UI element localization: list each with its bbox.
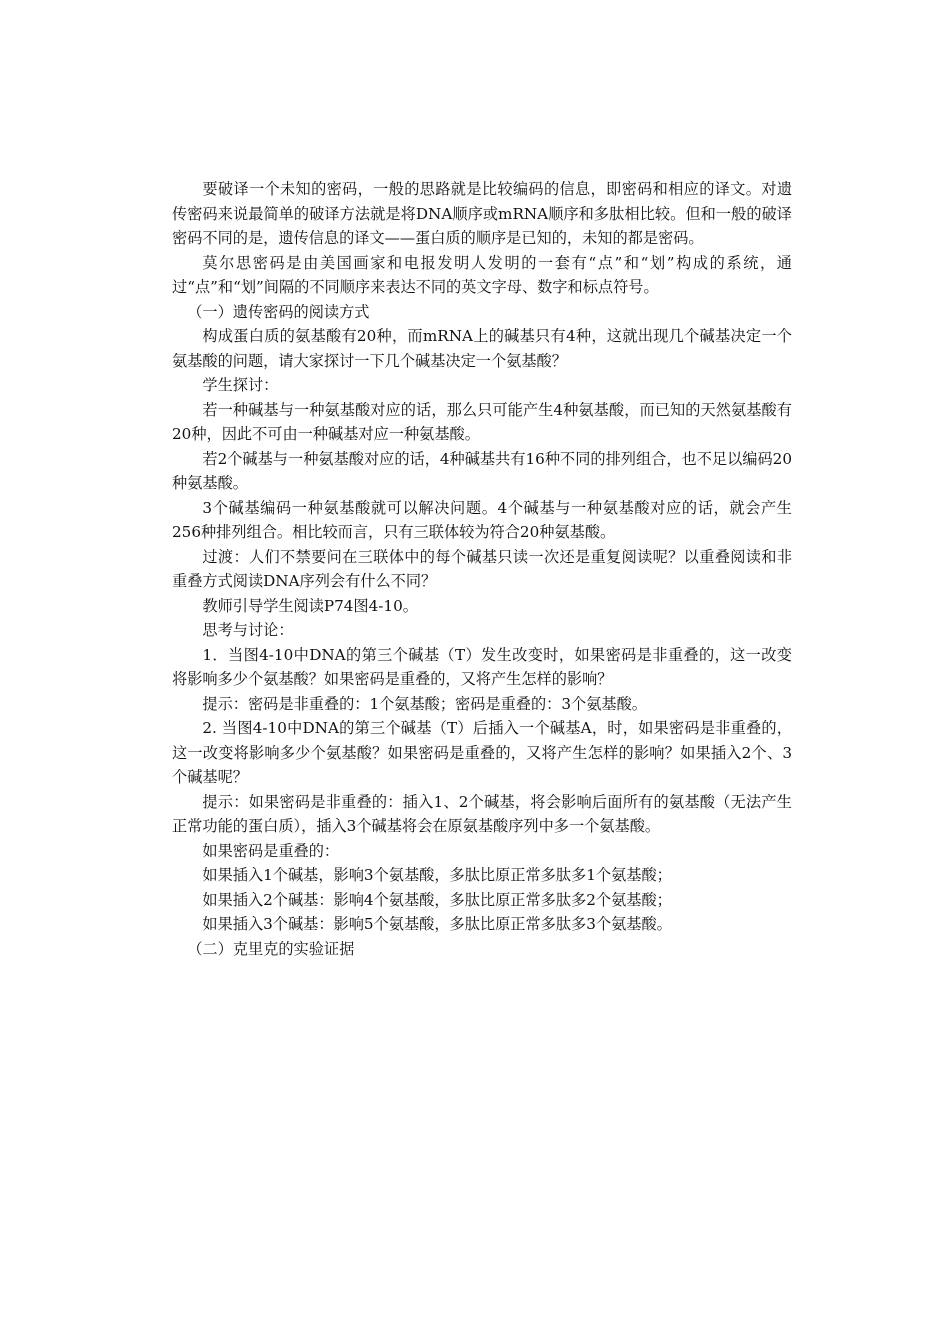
paragraph-overlap-label: 如果密码是重叠的： (202, 841, 340, 860)
paragraph-transition: 过渡：人们不禁要问在三联体中的每个碱基只读一次还是重复阅读呢？以重叠阅读和非重叠方式阅读DNA序列会有什么不同？ (172, 547, 792, 590)
section-heading-reading-mode: （一）遗传密码的阅读方式 (187, 302, 370, 321)
paragraph-three-bases: 3个碱基编码一种氨基酸就可以解决问题。4个碱基与一种氨基酸对应的话，就会产生256种排列组合。相比较而言，只有三联体较为符合20种氨基酸。 (172, 498, 792, 541)
paragraph-amino-acid-question: 构成蛋白质的氨基酸有20种，而mRNA上的碱基只有4种，这就出现几个碱基决定一个氨基酸的问题，请大家探讨一下几个碱基决定一个氨基酸？ (172, 327, 792, 370)
paragraph-question-2: 2. 当图4-10中DNA的第三个碱基（T）后插入一个碱基A，时，如果密码是非重叠的，这一改变将影响多少个氨基酸？如果密码是重叠的，又将产生怎样的影响？如果插入2个、3个碱基呢？ (172, 719, 792, 786)
paragraph-insert-three: 如果插入3个碱基：影响5个氨基酸，多肽比原正常多肽多3个氨基酸。 (202, 915, 672, 933)
document-body (172, 177, 792, 961)
paragraph-one-base: 若一种碱基与一种氨基酸对应的话，那么只可能产生4种氨基酸，而已知的天然氨基酸有20种，因此不可由一种碱基对应一种氨基酸。 (172, 400, 792, 443)
paragraph-teacher-guide: 教师引导学生阅读P74图4-10。 (202, 596, 418, 615)
paragraph-insert-two: 如果插入2个碱基：影响4个氨基酸，多肽比原正常多肽多2个氨基酸； (202, 890, 672, 909)
paragraph-hint-2: 提示：如果密码是非重叠的：插入1、2个碱基，将会影响后面所有的氨基酸（无法产生正常功能的蛋白质），插入3个碱基将会在原氨基酸序列中多一个氨基酸。 (172, 792, 792, 835)
section-heading-crick-evidence: （二）克里克的实验证据 (187, 939, 355, 958)
paragraph-insert-one: 如果插入1个碱基，影响3个氨基酸，多肽比原正常多肽多1个氨基酸； (202, 866, 672, 884)
paragraph-hint-1: 提示：密码是非重叠的：1个氨基酸；密码是重叠的：3个氨基酸。 (202, 694, 647, 713)
paragraph-student-discussion-label: 学生探讨： (202, 376, 279, 394)
paragraph-question-1: 1．当图4-10中DNA的第三个碱基（T）发生改变时，如果密码是非重叠的，这一改变将影响多少个氨基酸？如果密码是重叠的，又将产生怎样的影响？ (172, 645, 792, 688)
paragraph-discussion-label: 思考与讨论： (202, 621, 294, 639)
paragraph-morse-code: 莫尔思密码是由美国画家和电报发明人发明的一套有“点”和“划”构成的系统，通过“点”和“划”间隔的不同顺序来表达不同的英文字母、数字和标点符号。 (172, 253, 792, 296)
paragraph-two-bases: 若2个碱基与一种氨基酸对应的话，4种碱基共有16种不同的排列组合，也不足以编码20种氨基酸。 (172, 449, 792, 492)
paragraph-decoding-intro: 要破译一个未知的密码，一般的思路就是比较编码的信息，即密码和相应的译文。对遗传密码来说最简单的破译方法就是将DNA顺序或mRNA顺序和多肽相比较。但和一般的破译密码不同的是，遗传信息的译文——蛋白质的顺序是已知的，未知的都是密码。 (172, 180, 792, 247)
